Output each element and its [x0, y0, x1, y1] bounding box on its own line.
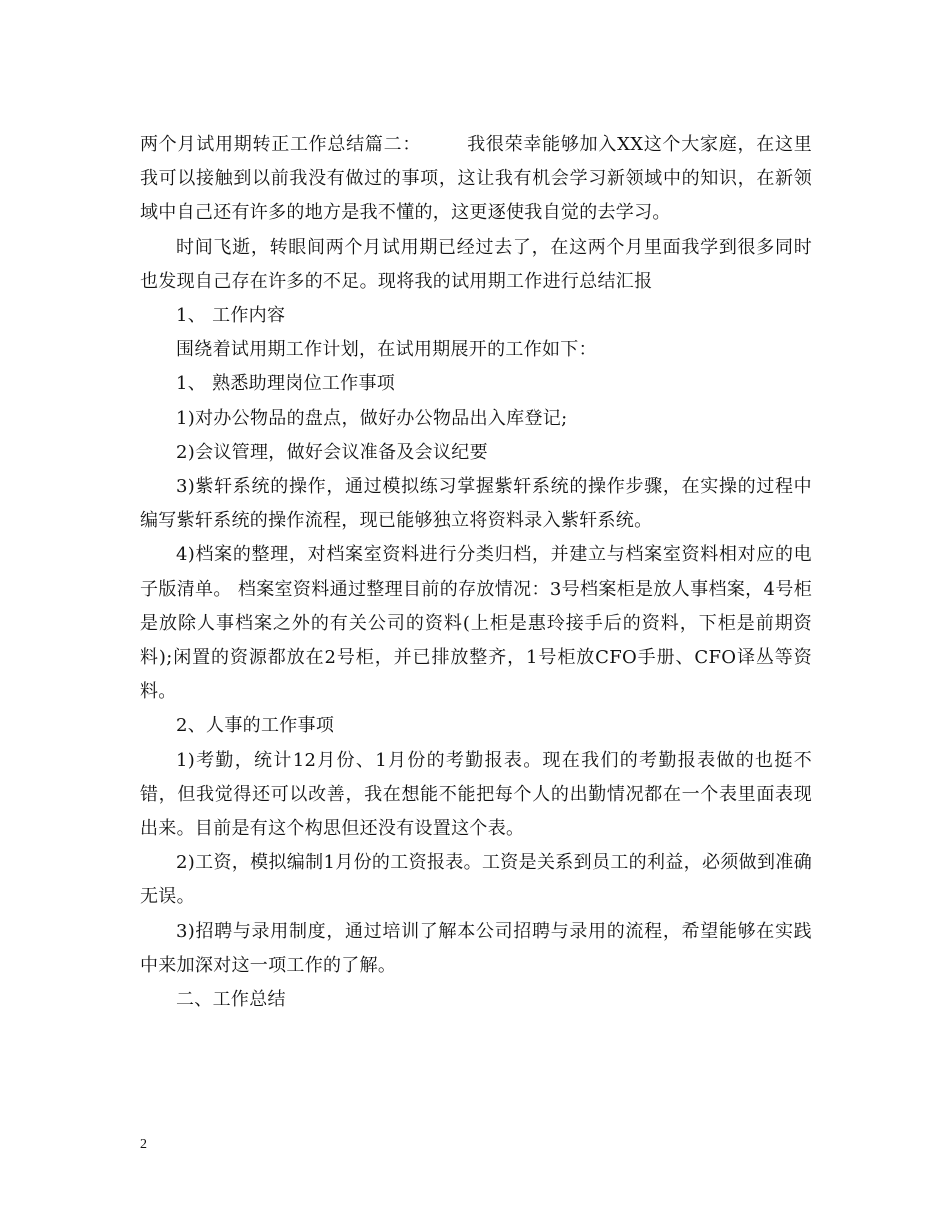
list-item-meeting-management: 2)会议管理，做好会议准备及会议纪要	[176, 441, 488, 463]
section-heading-work-summary: 二、工作总结	[176, 989, 286, 1011]
section-heading-work-content: 1、 工作内容	[176, 305, 286, 327]
document-title: 两个月试用期转正工作总结篇二：	[140, 134, 422, 155]
page-number: 2	[140, 1137, 147, 1152]
list-item-recruitment: 3)招聘与录用制度，通过培训了解本公司招聘与录用的流程，希望能够在实践中来加深对这一项工作的了解。	[140, 920, 812, 976]
subheading-assistant-duties: 1、 熟悉助理岗位工作事项	[176, 373, 396, 395]
list-item-attendance: 1)考勤，统计12月份、1月份的考勤报表。现在我们的考勤报表做的也挺不错，但我觉得还可以改善，我在想能不能把每个人的出勤情况都在一个表里面表现出来。目前是有这个构思但还没有设置这个表。	[140, 749, 812, 840]
list-item-office-supplies: 1)对办公物品的盘点，做好办公物品出入库登记;	[176, 407, 568, 429]
list-item-zixuan-system: 3)紫轩系统的操作，通过模拟练习掌握紫轩系统的操作步骤，在实操的过程中编写紫轩系统的操作流程，现已能够独立将资料录入紫轩系统。	[140, 476, 812, 532]
subheading-hr-duties: 2、人事的工作事项	[176, 715, 335, 737]
list-item-archives: 4)档案的整理，对档案室资料进行分类归档，并建立与档案室资料相对应的电子版清单。 档案室资料通过整理目前的存放情况：3号档案柜是放人事档案，4号柜是放除人事档案之外的有关公司的资料(上柜是惠玲接手后的资料，下柜是前期资料);闲置的资源都放在2号柜，并已排放整齐，1号柜放CFO手册、CFO译丛等资料。	[140, 544, 812, 703]
list-item-salary: 2)工资，模拟编制1月份的工资报表。工资是关系到员工的利益，必须做到准确无误。	[140, 852, 812, 908]
paragraph-2: 时间飞逝，转眼间两个月试用期已经过去了，在这两个月里面我学到很多同时也发现自己存在许多的不足。现将我的试用期工作进行总结汇报	[140, 236, 812, 292]
paragraph-4: 围绕着试用期工作计划，在试用期展开的工作如下：	[176, 339, 597, 361]
paragraph-1: 我很荣幸能够加入XX这个大家庭，在这里我可以接触到以前我没有做过的事项，这让我有机会学习新领域中的知识，在新领域中自己还有许多的地方是我不懂的，这更逐使我自觉的去学习。	[140, 134, 813, 224]
document-body	[140, 128, 812, 1017]
intro-paragraph	[140, 128, 812, 231]
